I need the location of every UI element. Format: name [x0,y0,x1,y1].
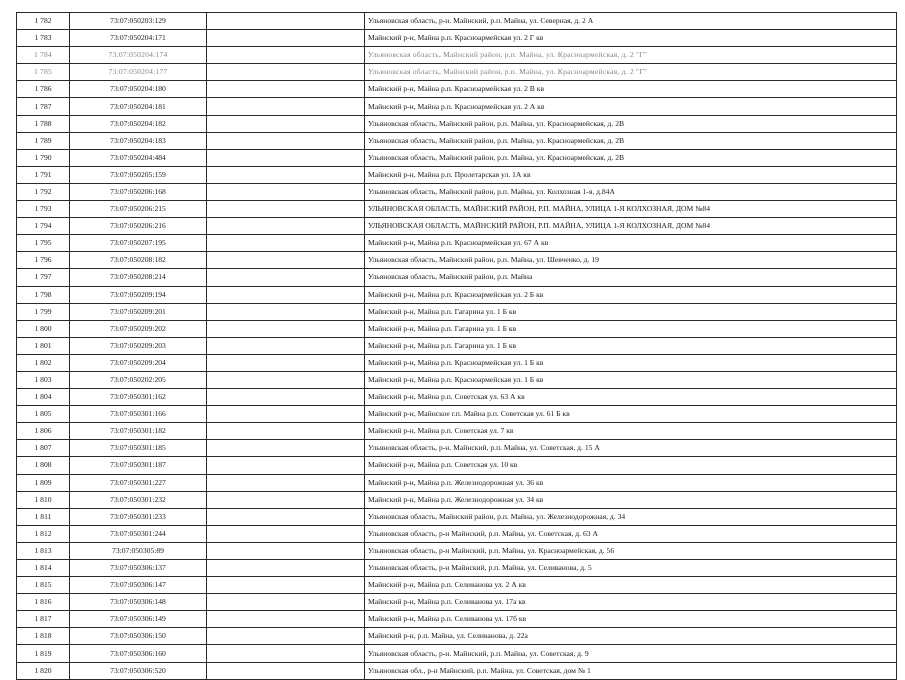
table-row [17,542,897,559]
row-number-cell: 1 812 [17,525,70,542]
table-row [17,423,897,440]
property-register-table [16,12,897,680]
cadastral-number-cell: 73:07:050301:232 [70,491,207,508]
address-cell: Майнский р-н, Майна р.п. Гагарина ул. 1 Б кв [365,303,897,320]
address-cell: Ульяновская область, Майнский район, р.п. Майна, ул. Красноармейская, д. 2В [365,132,897,149]
cadastral-number-cell: 73:07:050209:194 [70,286,207,303]
cadastral-number-cell: 73:07:050204:484 [70,149,207,166]
table-row [17,64,897,81]
empty-cell [207,132,365,149]
table-row [17,371,897,388]
row-number-cell: 1 789 [17,132,70,149]
table-row [17,320,897,337]
empty-cell [207,491,365,508]
address-cell: Ульяновская область, р-н. Майнский, р.п. Майна, ул. Северная, д. 2 А [365,13,897,30]
table-body [17,13,897,680]
cadastral-number-cell: 73:07:050209:203 [70,337,207,354]
address-cell: Майнский р-н, Майна р.п. Красноармейская ул. 67 А кв [365,235,897,252]
empty-cell [207,577,365,594]
table-row [17,235,897,252]
row-number-cell: 1 820 [17,662,70,679]
empty-cell [207,149,365,166]
cadastral-number-cell: 73:07:050208:182 [70,252,207,269]
row-number-cell: 1 793 [17,201,70,218]
cadastral-number-cell: 73:07:050306:148 [70,594,207,611]
row-number-cell: 1 800 [17,320,70,337]
address-cell: Ульяновская область, Майнский район, р.п. Майна, ул. Красноармейская, д. 2В [365,149,897,166]
table-row [17,218,897,235]
table-row [17,491,897,508]
table-row [17,337,897,354]
table-row [17,611,897,628]
cadastral-number-cell: 73:07:050306:147 [70,577,207,594]
table-row [17,457,897,474]
table-row [17,201,897,218]
address-cell: УЛЬЯНОВСКАЯ ОБЛАСТЬ, МАЙНСКИЙ РАЙОН, Р.П. МАЙНА, УЛИЦА 1-Я КОЛХОЗНАЯ, ДОМ №84 [365,201,897,218]
cadastral-number-cell: 73:07:050204:183 [70,132,207,149]
empty-cell [207,406,365,423]
row-number-cell: 1 814 [17,560,70,577]
cadastral-number-cell: 73:07:050206:168 [70,183,207,200]
address-cell: Ульяновская область, Майнский район, р.п. Майна, ул. Колхозная 1-я, д.84А [365,183,897,200]
table-row [17,440,897,457]
row-number-cell: 1 819 [17,645,70,662]
cadastral-number-cell: 73:07:050306:520 [70,662,207,679]
empty-cell [207,611,365,628]
address-cell: Ульяновская область, Майнский район, р.п. Майна, ул. Красноармейская, д. 2 "Г" [365,64,897,81]
row-number-cell: 1 790 [17,149,70,166]
row-number-cell: 1 807 [17,440,70,457]
address-cell: Майнский р-н, Майна р.п. Селиванова ул. 17б кв [365,611,897,628]
empty-cell [207,286,365,303]
table-row [17,594,897,611]
cadastral-number-cell: 73:07:050206:216 [70,218,207,235]
cadastral-number-cell: 73:07:050301:187 [70,457,207,474]
address-cell: Майнский р-н, Майна р.п. Гагарина ул. 1 Б кв [365,337,897,354]
table-row [17,98,897,115]
cadastral-number-cell: 73:07:050207:195 [70,235,207,252]
cadastral-number-cell: 73:07:050305:89 [70,542,207,559]
address-cell: Майнский р-н, Майна р.п. Красноармейская ул. 2 Г кв [365,30,897,47]
empty-cell [207,440,365,457]
empty-cell [207,81,365,98]
address-cell: Майнский р-н, Майна р.п. Пролетарская ул. 1А кв [365,166,897,183]
empty-cell [207,423,365,440]
row-number-cell: 1 788 [17,115,70,132]
address-cell: Майнский р-н, Майна р.п. Гагарина ул. 1 Б кв [365,320,897,337]
address-cell: Майнский р-н, р.п. Майна, ул. Селиванова, д. 22а [365,628,897,645]
empty-cell [207,662,365,679]
address-cell: Майнский р-н, Майна р.п. Советская ул. 10 кв [365,457,897,474]
address-cell: Ульяновская область, р-н Майнский, р.п. Майна, ул. Селиванова, д. 5 [365,560,897,577]
cadastral-number-cell: 73:07:050301:162 [70,389,207,406]
cadastral-number-cell: 73:07:050301:233 [70,508,207,525]
table-row [17,508,897,525]
row-number-cell: 1 804 [17,389,70,406]
address-cell: Ульяновская область, Майнский район, р.п. Майна, ул. Шевченко, д. 19 [365,252,897,269]
cadastral-number-cell: 73:07:050209:204 [70,354,207,371]
empty-cell [207,252,365,269]
address-cell: Майнский р-н, Майна р.п. Красноармейская ул. 2 А кв [365,98,897,115]
row-number-cell: 1 813 [17,542,70,559]
empty-cell [207,201,365,218]
empty-cell [207,13,365,30]
empty-cell [207,166,365,183]
cadastral-number-cell: 73:07:050301:227 [70,474,207,491]
row-number-cell: 1 794 [17,218,70,235]
row-number-cell: 1 808 [17,457,70,474]
address-cell: Майнский р-н, Майна р.п. Красноармейская ул. 2 В кв [365,81,897,98]
table-row [17,560,897,577]
cadastral-number-cell: 73:07:050204:181 [70,98,207,115]
table-row [17,406,897,423]
table-row [17,166,897,183]
cadastral-number-cell: 73:07:050204:174 [70,47,207,64]
row-number-cell: 1 782 [17,13,70,30]
table-row [17,252,897,269]
row-number-cell: 1 791 [17,166,70,183]
cadastral-number-cell: 73:07:050204:180 [70,81,207,98]
address-cell: Майнский р-н, Майна р.п. Советская ул. 7 кв [365,423,897,440]
empty-cell [207,525,365,542]
cadastral-number-cell: 73:07:050202:205 [70,371,207,388]
table-row [17,115,897,132]
table-row [17,269,897,286]
cadastral-number-cell: 73:07:050204:177 [70,64,207,81]
row-number-cell: 1 795 [17,235,70,252]
address-cell: Майнский р-н, Майна р.п. Советская ул. 63 А кв [365,389,897,406]
address-cell: Ульяновская область, Майнский район, р.п. Майна, ул. Красноармейская, д. 2 "Г" [365,47,897,64]
row-number-cell: 1 787 [17,98,70,115]
cadastral-number-cell: 73:07:050301:185 [70,440,207,457]
cadastral-number-cell: 73:07:050203:129 [70,13,207,30]
row-number-cell: 1 806 [17,423,70,440]
table-row [17,389,897,406]
empty-cell [207,47,365,64]
address-cell: Ульяновская область, р-н Майнский, р.п. Майна, ул. Красноармейская, д. 56 [365,542,897,559]
address-cell: Ульяновская область, Майнский район, р.п. Майна, ул. Красноармейская, д. 2В [365,115,897,132]
row-number-cell: 1 817 [17,611,70,628]
row-number-cell: 1 810 [17,491,70,508]
table-row [17,577,897,594]
cadastral-number-cell: 73:07:050306:149 [70,611,207,628]
empty-cell [207,474,365,491]
table-row [17,286,897,303]
address-cell: УЛЬЯНОВСКАЯ ОБЛАСТЬ, МАЙНСКИЙ РАЙОН, Р.П. МАЙНА, УЛИЦА 1-Я КОЛХОЗНАЯ, ДОМ №84 [365,218,897,235]
table-row [17,30,897,47]
address-cell: Ульяновская обл., р-н Майнский, р.п. Майна, ул. Советская, дом № 1 [365,662,897,679]
cadastral-number-cell: 73:07:050306:137 [70,560,207,577]
table-row [17,13,897,30]
empty-cell [207,183,365,200]
address-cell: Майнский р-н, Майна р.п. Железнодорожная ул. 34 кв [365,491,897,508]
address-cell: Ульяновская область, Майнский район, р.п. Майна [365,269,897,286]
row-number-cell: 1 803 [17,371,70,388]
empty-cell [207,235,365,252]
row-number-cell: 1 783 [17,30,70,47]
empty-cell [207,457,365,474]
row-number-cell: 1 802 [17,354,70,371]
empty-cell [207,64,365,81]
address-cell: Ульяновская область, р-н Майнский, р.п. Майна, ул. Советская, д. 63 А [365,525,897,542]
row-number-cell: 1 796 [17,252,70,269]
table-row [17,645,897,662]
cadastral-number-cell: 73:07:050209:201 [70,303,207,320]
address-cell: Майнский р-н, Майна р.п. Красноармейская ул. 1 Б кв [365,371,897,388]
empty-cell [207,320,365,337]
table-row [17,183,897,200]
address-cell: Майнский р-н, Майна р.п. Селиванова ул. 17а кв [365,594,897,611]
row-number-cell: 1 811 [17,508,70,525]
empty-cell [207,508,365,525]
empty-cell [207,98,365,115]
empty-cell [207,218,365,235]
address-cell: Ульяновская область, р-н. Майнский, р.п. Майна, ул. Советская, д. 15 А [365,440,897,457]
row-number-cell: 1 785 [17,64,70,81]
row-number-cell: 1 805 [17,406,70,423]
address-cell: Майнский р-н, Майна р.п. Красноармейская ул. 1 Б кв [365,354,897,371]
address-cell: Майнский р-н, Майна р.п. Красноармейская ул. 2 Б кв [365,286,897,303]
row-number-cell: 1 815 [17,577,70,594]
empty-cell [207,645,365,662]
row-number-cell: 1 799 [17,303,70,320]
row-number-cell: 1 801 [17,337,70,354]
row-number-cell: 1 797 [17,269,70,286]
cadastral-number-cell: 73:07:050208:214 [70,269,207,286]
cadastral-number-cell: 73:07:050209:202 [70,320,207,337]
cadastral-number-cell: 73:07:050301:182 [70,423,207,440]
empty-cell [207,560,365,577]
table-row [17,303,897,320]
empty-cell [207,30,365,47]
row-number-cell: 1 798 [17,286,70,303]
row-number-cell: 1 786 [17,81,70,98]
empty-cell [207,354,365,371]
row-number-cell: 1 818 [17,628,70,645]
row-number-cell: 1 784 [17,47,70,64]
cadastral-number-cell: 73:07:050204:182 [70,115,207,132]
empty-cell [207,389,365,406]
row-number-cell: 1 816 [17,594,70,611]
empty-cell [207,628,365,645]
address-cell: Майнский р-н, Майнское г.п. Майна р.п. Советская ул. 61 Б кв [365,406,897,423]
table-row [17,525,897,542]
cadastral-number-cell: 73:07:050306:160 [70,645,207,662]
cadastral-number-cell: 73:07:050206:215 [70,201,207,218]
table-row [17,149,897,166]
cadastral-number-cell: 73:07:050301:166 [70,406,207,423]
empty-cell [207,337,365,354]
row-number-cell: 1 792 [17,183,70,200]
table-row [17,47,897,64]
address-cell: Ульяновская область, р-н. Майнский, р.п. Майна, ул. Советская, д. 9 [365,645,897,662]
table-row [17,132,897,149]
empty-cell [207,115,365,132]
cadastral-number-cell: 73:07:050306:150 [70,628,207,645]
empty-cell [207,371,365,388]
table-row [17,662,897,679]
address-cell: Майнский р-н, Майна р.п. Железнодорожная ул. 36 кв [365,474,897,491]
empty-cell [207,269,365,286]
row-number-cell: 1 809 [17,474,70,491]
table-row [17,628,897,645]
table-row [17,354,897,371]
empty-cell [207,542,365,559]
address-cell: Майнский р-н, Майна р.п. Селиванова ул. 2 А кв [365,577,897,594]
cadastral-number-cell: 73:07:050204:171 [70,30,207,47]
address-cell: Ульяновская область, Майнский район, р.п. Майна, ул. Железнодорожная, д. 34 [365,508,897,525]
cadastral-number-cell: 73:07:050205:159 [70,166,207,183]
table-row [17,474,897,491]
empty-cell [207,594,365,611]
table-row [17,81,897,98]
cadastral-number-cell: 73:07:050301:244 [70,525,207,542]
empty-cell [207,303,365,320]
